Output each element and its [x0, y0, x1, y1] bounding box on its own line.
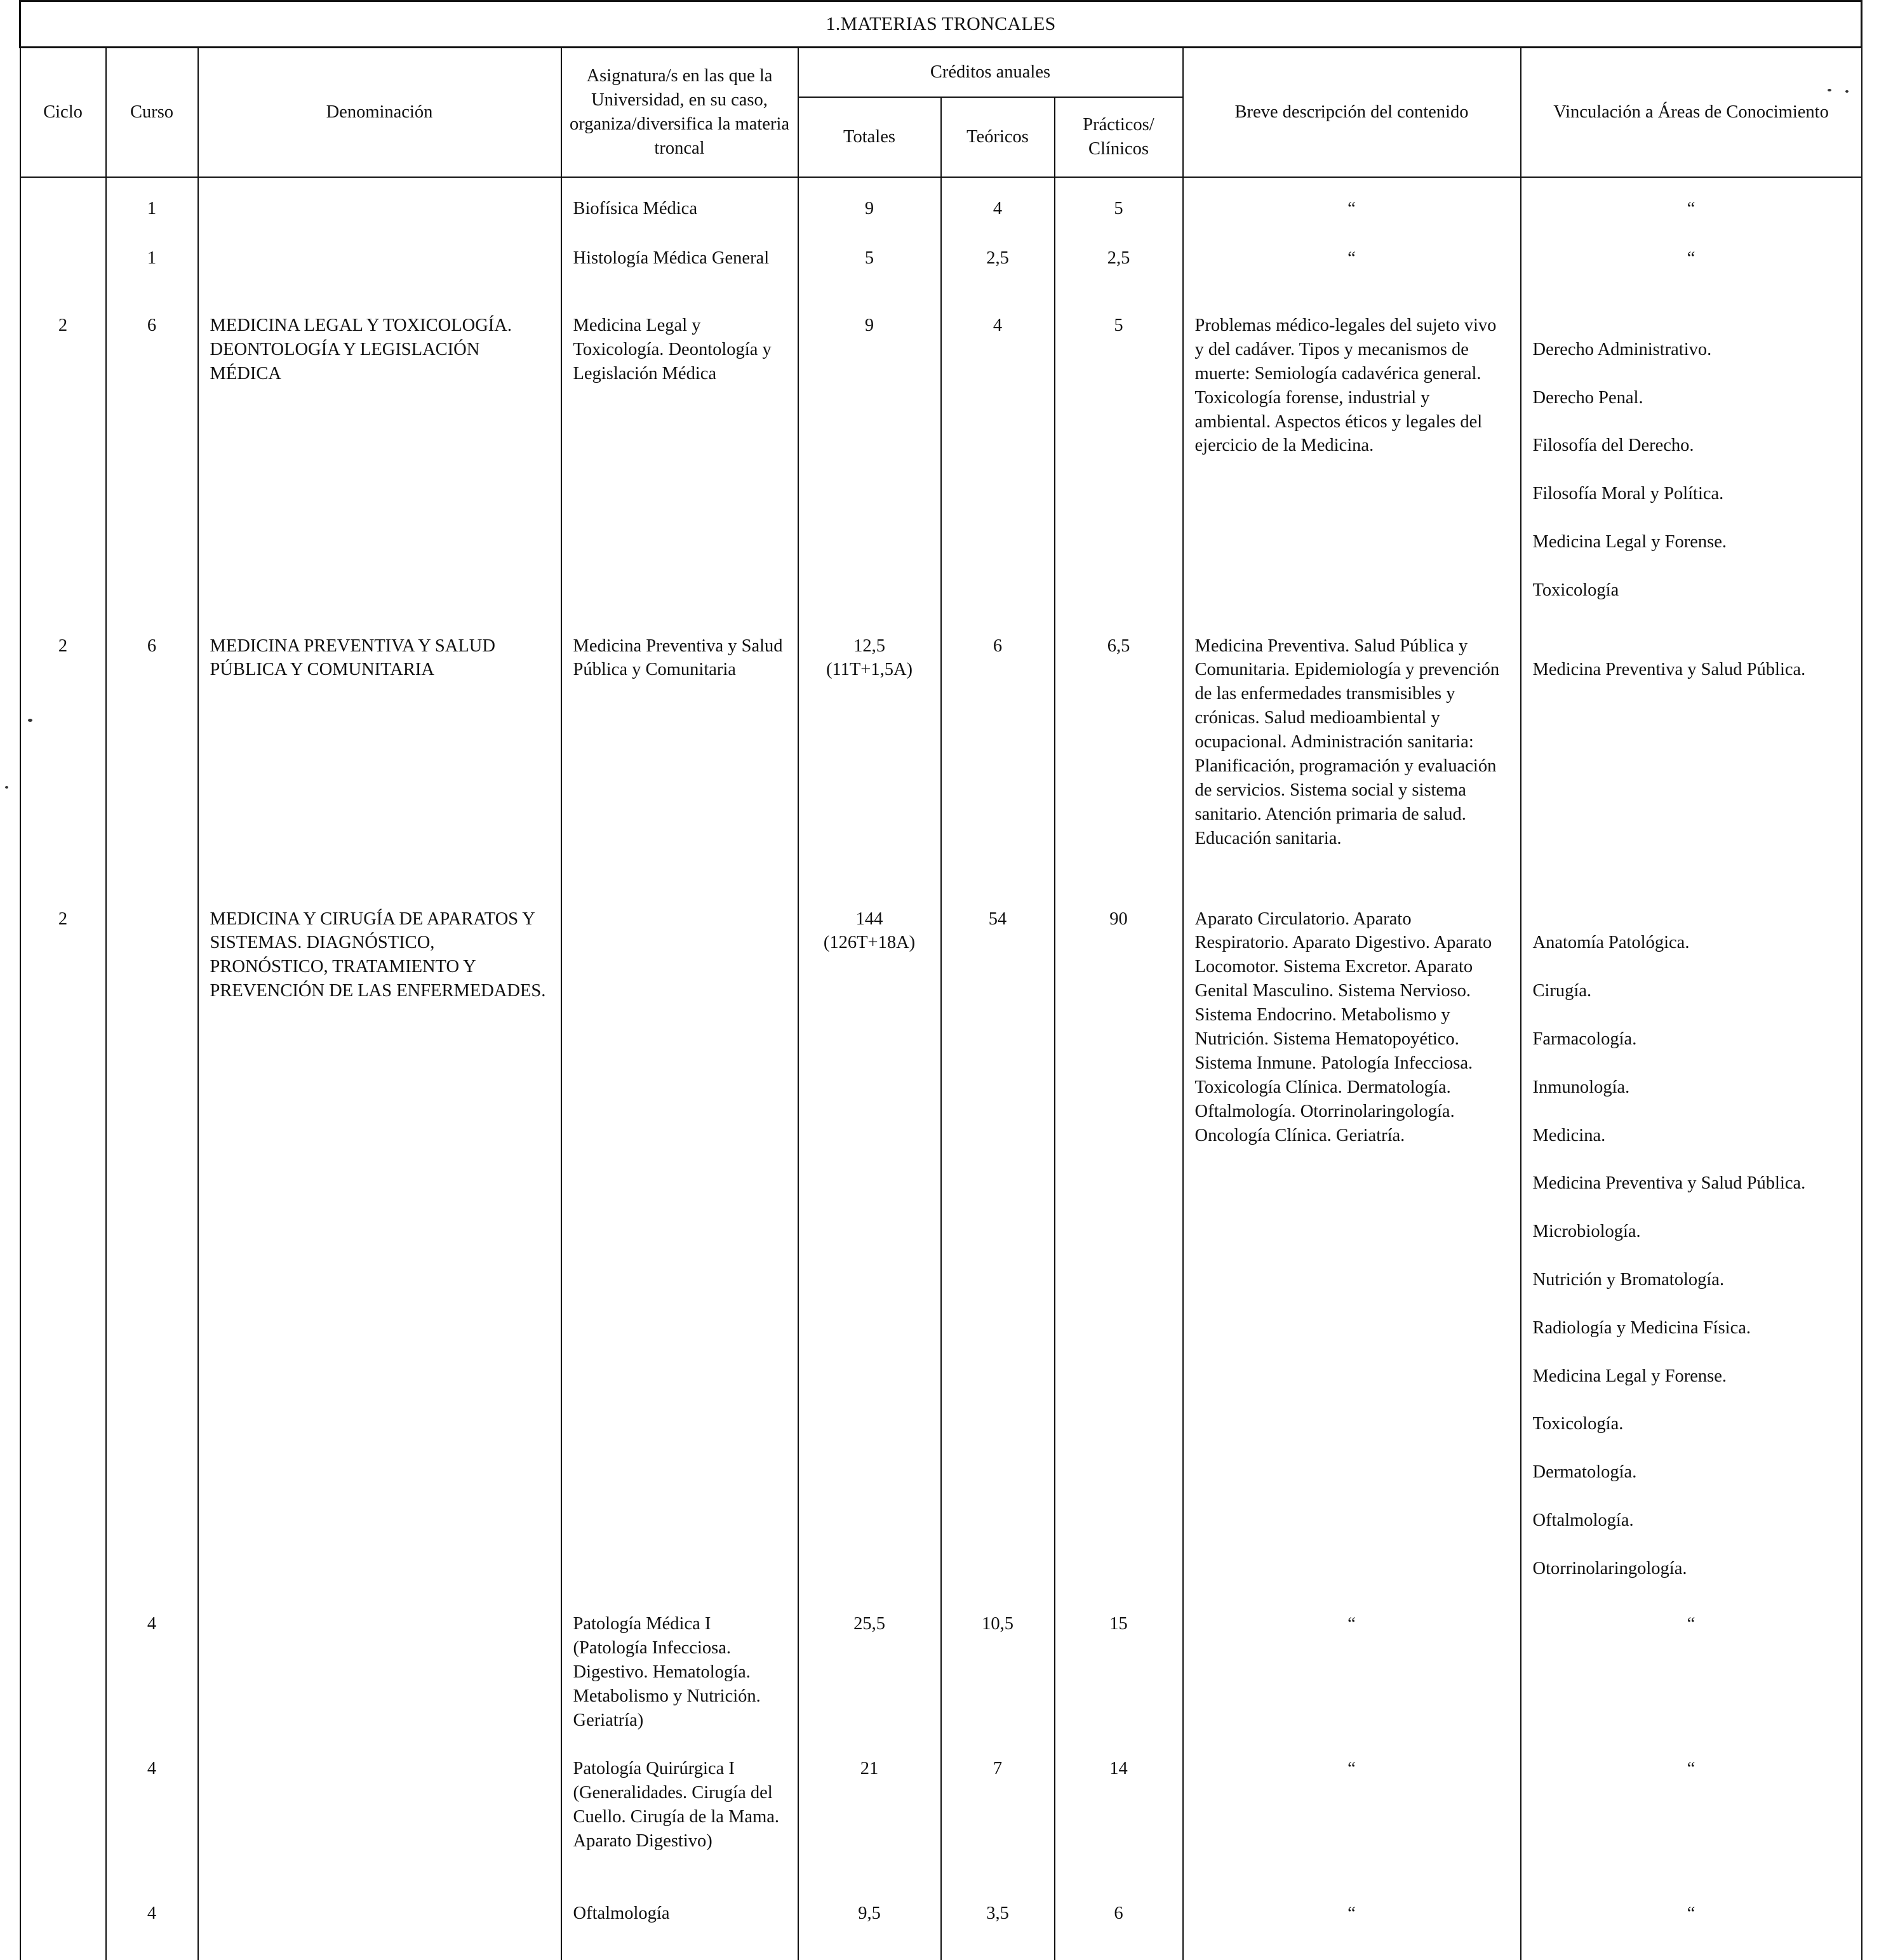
area-item: Derecho Administrativo. [1532, 339, 1712, 359]
table-title: 1.MATERIAS TRONCALES [20, 1, 1862, 48]
area-item: Oftalmología. [1532, 1510, 1634, 1530]
cell-teoricos: 6 [941, 634, 1055, 907]
cell-descripcion: Aparato Circulatorio. Aparato Respiratorio. Aparato Digestivo. Aparato Locomotor. Sistema Excretor. Aparato Genital Masculino. Sistema Nervioso. Sistema Endocrino. Metabolismo y Nutrición. Sistema Hematopoyético. Sistema Inmune. Patología Infecciosa. Toxicología Clínica. Dermatología. Oftalmología. Otorrinolaringología. Oncología Clínica. Geriatría. [1183, 907, 1521, 1613]
header-asignatura: Asignatura/s en las que la Universidad, en su caso, organiza/diversifica la materia troncal [561, 48, 798, 178]
cell-denominacion [198, 1757, 561, 1902]
cell-teoricos: 4 [941, 314, 1055, 634]
cell-curso: 1 [106, 197, 198, 246]
header-creditos-anuales: Créditos anuales [798, 48, 1183, 98]
cell-descripcion: “ [1183, 197, 1521, 246]
area-item: Medicina Preventiva y Salud Pública. [1532, 1173, 1806, 1194]
cell-totales: 21 [798, 1757, 941, 1902]
cell-curso: 4 [106, 1612, 198, 1757]
cell-asignatura: Biofísica Médica [561, 197, 798, 246]
cell-denominacion [198, 197, 561, 246]
header-curso: Curso [106, 48, 198, 178]
cell-ciclo [20, 1902, 106, 1960]
table-row [20, 634, 1862, 907]
cell-totales: 9 [798, 197, 941, 246]
cell-totales [798, 634, 941, 907]
cell-vinculacion: “ [1521, 246, 1862, 314]
cell-denominacion: MEDICINA LEGAL Y TOXICOLOGÍA. DEONTOLOGÍA Y LEGISLACIÓN MÉDICA [198, 314, 561, 634]
table-row [20, 1902, 1862, 1960]
cell-vinculacion: “ [1521, 1757, 1862, 1902]
cell-curso: 4 [106, 1757, 198, 1902]
cell-ciclo [20, 197, 106, 246]
cell-practicos: 6,5 [1055, 634, 1183, 907]
cell-ciclo: 2 [20, 907, 106, 1613]
area-item: Filosofía Moral y Política. [1532, 484, 1724, 504]
cell-asignatura: Patología Médica I (Patología Infecciosa. Digestivo. Hematología. Metabolismo y Nutrición. Geriatría) [561, 1612, 798, 1757]
cell-asignatura: Oftalmología [561, 1902, 798, 1960]
cell-totales: 5 [798, 246, 941, 314]
header-practicos: Prácticos/ Clínicos [1055, 97, 1183, 177]
cell-teoricos: 4 [941, 197, 1055, 246]
cell-practicos: 90 [1055, 907, 1183, 1613]
cell-descripcion: “ [1183, 246, 1521, 314]
area-item: Radiología y Medicina Física. [1532, 1317, 1751, 1338]
area-item: Farmacología. [1532, 1029, 1637, 1050]
cell-practicos: 5 [1055, 314, 1183, 634]
cell-totales: 9,5 [798, 1902, 941, 1960]
cell-teoricos: 2,5 [941, 246, 1055, 314]
header-totales: Totales [798, 97, 941, 177]
area-item: Microbiología. [1532, 1222, 1641, 1242]
cell-teoricos: 54 [941, 907, 1055, 1613]
cell-ciclo [20, 1612, 106, 1757]
area-item: Medicina. [1532, 1125, 1606, 1145]
scan-speck [5, 786, 8, 789]
cell-curso: 6 [106, 314, 198, 634]
cell-teoricos: 3,5 [941, 1902, 1055, 1960]
scan-speck [28, 719, 32, 722]
totales-detail: (11T+1,5A) [826, 660, 913, 680]
cell-ciclo: 2 [20, 314, 106, 634]
cell-practicos: 6 [1055, 1902, 1183, 1960]
area-item: Toxicología. [1532, 1414, 1624, 1434]
cell-vinculacion: “ [1521, 1902, 1862, 1960]
scan-speck [1845, 90, 1849, 93]
area-item: Cirugía. [1532, 981, 1592, 1001]
area-item: Dermatología. [1532, 1462, 1637, 1483]
cell-asignatura [561, 907, 798, 1613]
cell-curso: 1 [106, 246, 198, 314]
cell-denominacion [198, 246, 561, 314]
table-row [20, 314, 1862, 634]
cell-practicos: 2,5 [1055, 246, 1183, 314]
cell-totales: 25,5 [798, 1612, 941, 1757]
area-item: Medicina Legal y Forense. [1532, 1366, 1727, 1386]
cell-asignatura: Medicina Preventiva y Salud Pública y Comunitaria [561, 634, 798, 907]
header-descripcion: Breve descripción del contenido [1183, 48, 1521, 178]
cell-teoricos: 10,5 [941, 1612, 1055, 1757]
area-item: Anatomía Patológica. [1532, 933, 1690, 953]
cell-asignatura: Histología Médica General [561, 246, 798, 314]
cell-curso [106, 907, 198, 1613]
area-item: Inmunología. [1532, 1077, 1630, 1097]
area-item: Filosofía del Derecho. [1532, 436, 1694, 456]
area-item: Nutrición y Bromatología. [1532, 1269, 1725, 1290]
header-ciclo: Ciclo [20, 48, 106, 178]
totales-detail: (126T+18A) [823, 933, 916, 953]
materias-troncales-table [19, 0, 1862, 1960]
scan-speck [1828, 89, 1831, 91]
table-row [20, 1757, 1862, 1902]
cell-ciclo [20, 246, 106, 314]
cell-teoricos: 7 [941, 1757, 1055, 1902]
cell-vinculacion [1521, 314, 1862, 634]
cell-curso: 6 [106, 634, 198, 907]
cell-practicos: 5 [1055, 197, 1183, 246]
header-denominacion: Denominación [198, 48, 561, 178]
area-item: Toxicología [1532, 580, 1619, 600]
cell-descripcion: “ [1183, 1612, 1521, 1757]
area-item: Derecho Penal. [1532, 387, 1643, 408]
header-teoricos: Teóricos [941, 97, 1055, 177]
cell-practicos: 15 [1055, 1612, 1183, 1757]
cell-descripcion: Medicina Preventiva. Salud Pública y Comunitaria. Epidemiología y prevención de las enfermedades transmisibles y crónicas. Salud medioambiental y ocupacional. Administración sanitaria: Planificación, programación y evaluación de servicios. Sistema social y sistema sanitario. Atención primaria de salud. Educación sanitaria. [1183, 634, 1521, 907]
document-page [19, 0, 1861, 1924]
cell-descripcion: Problemas médico-legales del sujeto vivo y del cadáver. Tipos y mecanismos de muerte: Semiología cadavérica general. Toxicología forense, industrial y ambiental. Aspectos éticos y legales del ejercicio de la Medicina. [1183, 314, 1521, 634]
cell-denominacion [198, 1902, 561, 1960]
cell-curso: 4 [106, 1902, 198, 1960]
table-spacer-row [20, 177, 1862, 197]
cell-denominacion [198, 1612, 561, 1757]
table-row [20, 907, 1862, 1613]
cell-totales: 9 [798, 314, 941, 634]
table-row [20, 197, 1862, 246]
table-row [20, 246, 1862, 314]
area-item: Medicina Legal y Forense. [1532, 532, 1727, 552]
cell-vinculacion: “ [1521, 197, 1862, 246]
header-vinculacion: Vinculación a Áreas de Conocimiento [1521, 48, 1862, 178]
area-item: Otorrinolaringología. [1532, 1558, 1687, 1578]
table-row [20, 1612, 1862, 1757]
cell-totales [798, 907, 941, 1613]
cell-ciclo: 2 [20, 634, 106, 907]
cell-asignatura: Patología Quirúrgica I (Generalidades. Cirugía del Cuello. Cirugía de la Mama. Aparato Digestivo) [561, 1757, 798, 1902]
area-item: Medicina Preventiva y Salud Pública. [1532, 660, 1806, 680]
cell-denominacion: MEDICINA Y CIRUGÍA DE APARATOS Y SISTEMAS. DIAGNÓSTICO, PRONÓSTICO, TRATAMIENTO Y PREVENCIÓN DE LAS ENFERMEDADES. [198, 907, 561, 1613]
cell-ciclo [20, 1757, 106, 1902]
totales-value: 144 [855, 909, 883, 929]
totales-value: 12,5 [853, 636, 885, 656]
cell-practicos: 14 [1055, 1757, 1183, 1902]
cell-vinculacion [1521, 907, 1862, 1613]
cell-denominacion: MEDICINA PREVENTIVA Y SALUD PÚBLICA Y COMUNITARIA [198, 634, 561, 907]
cell-descripcion: “ [1183, 1902, 1521, 1960]
cell-vinculacion [1521, 634, 1862, 907]
cell-vinculacion: “ [1521, 1612, 1862, 1757]
cell-descripcion: “ [1183, 1757, 1521, 1902]
cell-asignatura: Medicina Legal y Toxicología. Deontología y Legislación Médica [561, 314, 798, 634]
